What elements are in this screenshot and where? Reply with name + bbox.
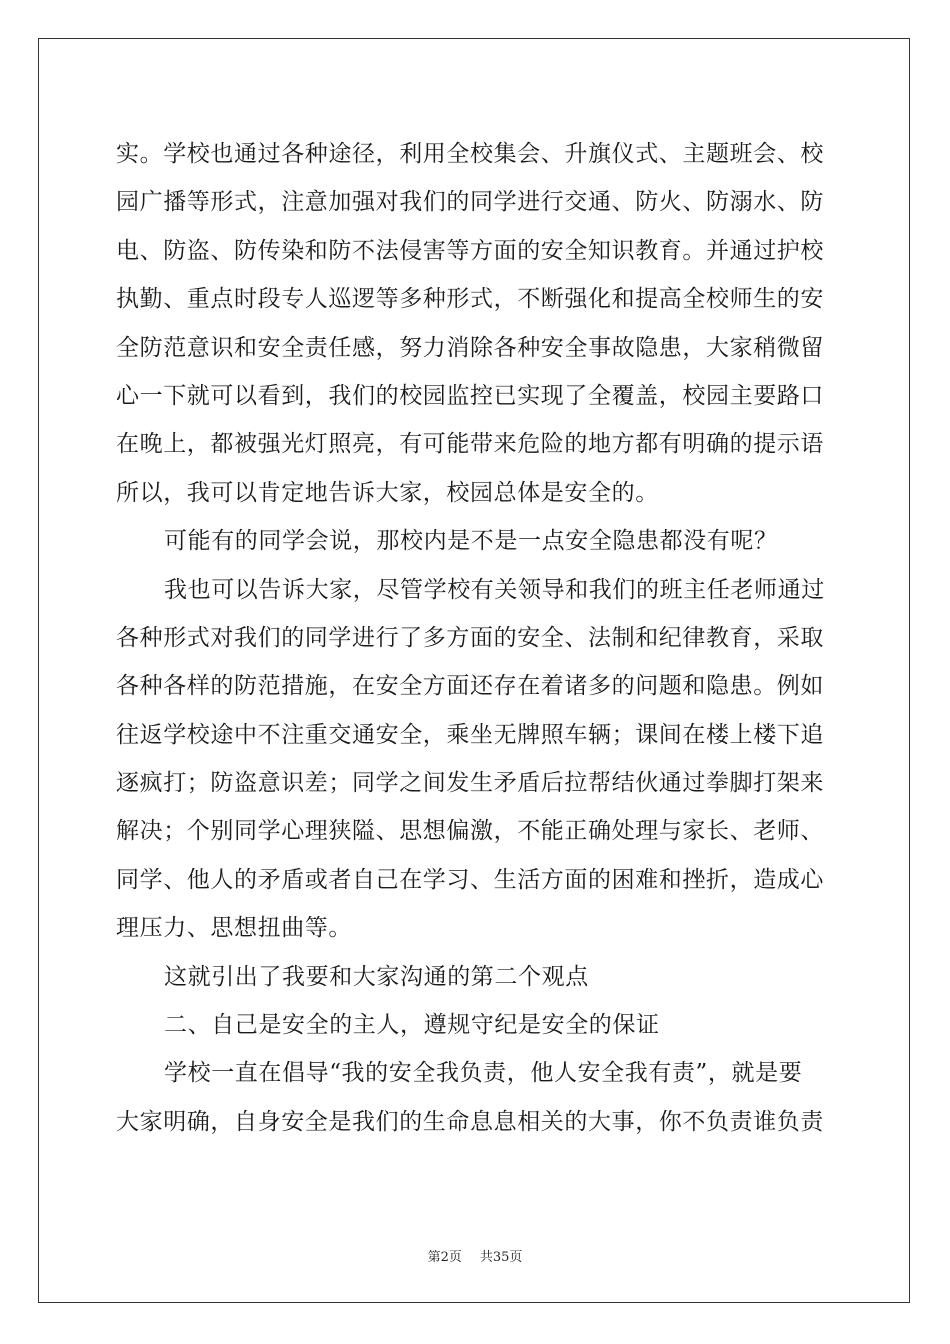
text-line: 各种各样的防范措施，在安全方面还存在着诸多的问题和隐患。例如 [116, 673, 824, 700]
text-line: 往返学校途中不注重交通安全，乘坐无牌照车辆；课间在楼上楼下追 [116, 721, 824, 748]
text-line: 园广播等形式，注意加强对我们的同学进行交通、防火、防溺水、防 [116, 189, 824, 216]
paragraph-start-line: 我也可以告诉大家，尽管学校有关领导和我们的班主任老师通过 [164, 576, 825, 603]
text-line: 同学、他人的矛盾或者自己在学习、生活方面的困难和挫折，造成心 [116, 866, 824, 893]
text-line: 实。学校也通过各种途径，利用全校集会、升旗仪式、主题班会、校 [116, 141, 824, 167]
section-heading: 二、自己是安全的主人，遵规守纪是安全的保证 [164, 1012, 660, 1039]
text-line: 理压力、思想扭曲等。 [116, 915, 352, 942]
document-body [116, 130, 834, 1146]
paragraph-start-line: 可能有的同学会说，那校内是不是一点安全隐患都没有呢？ [164, 528, 778, 555]
page-footer [0, 1246, 950, 1265]
text-line: 执勤、重点时段专人巡逻等多种形式，不断强化和提高全校师生的安 [116, 286, 824, 313]
text-line: 各种形式对我们的同学进行了多方面的安全、法制和纪律教育，采取 [116, 624, 824, 651]
total-pages: 共35页 [479, 1250, 523, 1265]
text-line: 大家明确，自身安全是我们的生命息息相关的大事，你不负责谁负责 [116, 1108, 824, 1135]
paragraph-start-line: 这就引出了我要和大家沟通的第二个观点 [164, 963, 589, 990]
text-line: 在晚上，都被强光灯照亮，有可能带来危险的地方都有明确的提示语 [116, 431, 824, 458]
text-line: 全防范意识和安全责任感，努力消除各种安全事故隐患，大家稍微留 [116, 334, 824, 361]
text-line: 解决；个别同学心理狭隘、思想偏激，不能正确处理与家长、老师、 [116, 818, 824, 845]
paragraph-start-line: 学校一直在倡导“我的安全我负责，他人安全我有责”，就是要 [164, 1060, 803, 1087]
page-number: 第2页 [427, 1250, 462, 1265]
text-line: 所以，我可以肯定地告诉大家，校园总体是安全的。 [116, 479, 659, 506]
text-line: 心一下就可以看到，我们的校园监控已实现了全覆盖，校园主要路口 [116, 382, 824, 409]
text-line: 逐疯打；防盗意识差；同学之间发生矛盾后拉帮结伙通过拳脚打架来 [116, 770, 824, 797]
text-line: 电、防盗、防传染和防不法侵害等方面的安全知识教育。并通过护校 [116, 237, 824, 264]
